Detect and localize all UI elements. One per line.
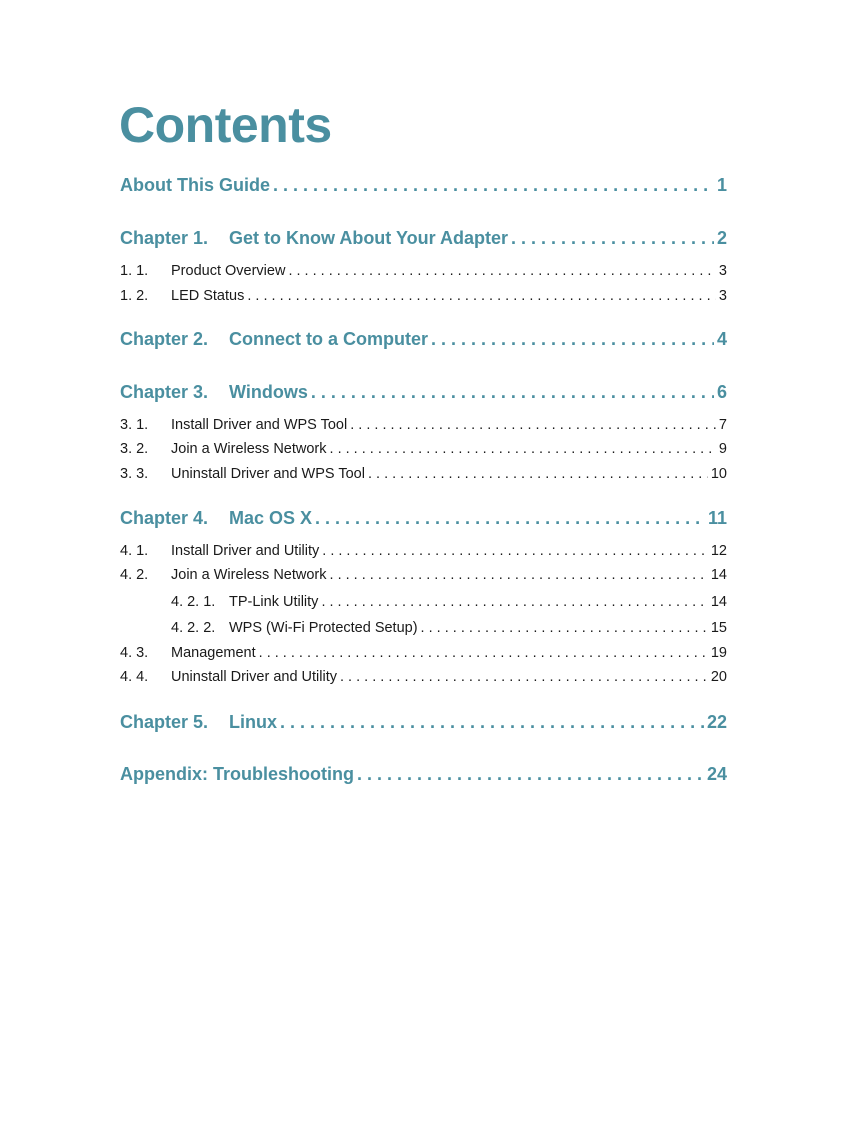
dot-leader [357,764,704,785]
dot-leader [511,228,714,249]
toc-entry-4-4[interactable] [120,669,727,685]
toc-title: Install Driver and Utility [171,543,320,559]
toc-title: Uninstall Driver and Utility [171,669,337,685]
toc-entry-1-1[interactable] [120,263,727,279]
toc-number: Chapter 1. [120,228,209,248]
dot-leader [340,669,708,685]
toc-entry-4-2-1[interactable] [171,594,727,610]
toc-page-number: 14 [710,567,727,583]
toc-title: Management [171,645,256,661]
toc-title: Join a Wireless Network [171,441,327,457]
toc-entry-chapter-3[interactable] [120,382,727,403]
toc-page-number: 6 [716,382,727,402]
toc-number: Chapter 5. [120,712,209,732]
dot-leader [431,329,714,350]
dot-leader [421,620,708,636]
toc-title: About This Guide [120,175,270,195]
dot-leader [247,288,716,304]
toc-title: TP-Link Utility [229,594,319,610]
toc-number: 3. 2. [120,441,149,457]
toc-page-number: 2 [716,228,727,248]
toc-entry-chapter-2[interactable] [120,329,727,350]
toc-entry-4-2-2[interactable] [171,620,727,636]
toc-entry-appendix[interactable] [120,764,727,785]
dot-leader [315,508,705,529]
toc-title: Connect to a Computer [229,329,429,349]
dot-leader [311,382,714,403]
toc-number: 4. 4. [120,669,149,685]
toc-page-number: 24 [706,764,727,784]
dot-leader [368,466,708,482]
toc-page-number: 12 [710,543,727,559]
toc-title: WPS (Wi-Fi Protected Setup) [229,620,418,636]
toc-page-number: 20 [710,669,727,685]
toc-page-number: 3 [718,263,727,279]
toc-entry-3-3[interactable] [120,466,727,482]
page-title: Contents [119,97,332,153]
toc-entry-4-3[interactable] [120,645,727,661]
toc-title: Install Driver and WPS Tool [171,417,348,433]
toc-page-number: 9 [718,441,727,457]
toc-title: Uninstall Driver and WPS Tool [171,466,365,482]
toc-entry-chapter-1[interactable] [120,228,727,249]
toc-title: Mac OS X [229,508,313,528]
toc-number: 3. 1. [120,417,149,433]
dot-leader [288,263,715,279]
dot-leader [330,441,716,457]
toc-entry-4-1[interactable] [120,543,727,559]
dot-leader [280,712,704,733]
toc-number: 4. 3. [120,645,149,661]
toc-page-number: 22 [706,712,727,732]
toc-page-number: 10 [710,466,727,482]
toc-entry-1-2[interactable] [120,288,727,304]
dot-leader [273,175,714,196]
dot-leader [322,543,708,559]
toc-title: Appendix: Troubleshooting [120,764,354,784]
toc-page-number: 11 [707,508,727,528]
dot-leader [321,594,707,610]
dot-leader [259,645,708,661]
toc-number: 4. 1. [120,543,149,559]
toc-title: Windows [229,382,308,402]
toc-title: Join a Wireless Network [171,567,327,583]
dot-leader [350,417,716,433]
toc-number: Chapter 3. [120,382,209,402]
toc-page-number: 3 [718,288,727,304]
toc-number: 4. 2. [120,567,149,583]
toc-entry-3-1[interactable] [120,417,727,433]
toc-title: Product Overview [171,263,286,279]
toc-entry-4-2[interactable] [120,567,727,583]
toc-page-number: 14 [710,594,727,610]
toc-page-number: 4 [716,329,727,349]
toc-number: 1. 2. [120,288,149,304]
dot-leader [330,567,708,583]
toc-number: 3. 3. [120,466,149,482]
toc-title: LED Status [171,288,245,304]
toc-entry-chapter-5[interactable] [120,712,727,733]
toc-page-number: 7 [718,417,727,433]
toc-number: Chapter 4. [120,508,209,528]
toc-page-number: 1 [716,175,727,195]
toc-page-number: 19 [710,645,727,661]
toc-entry-3-2[interactable] [120,441,727,457]
toc-number: 4. 2. 1. [171,594,216,610]
toc-number: 1. 1. [120,263,149,279]
toc-entry-chapter-4[interactable] [120,508,727,529]
toc-number: Chapter 2. [120,329,209,349]
toc-title: Linux [229,712,277,732]
toc-number: 4. 2. 2. [171,620,216,636]
toc-entry-about-this-guide[interactable] [120,175,727,196]
toc-title: Get to Know About Your Adapter [229,228,508,248]
toc-page-number: 15 [710,620,727,636]
